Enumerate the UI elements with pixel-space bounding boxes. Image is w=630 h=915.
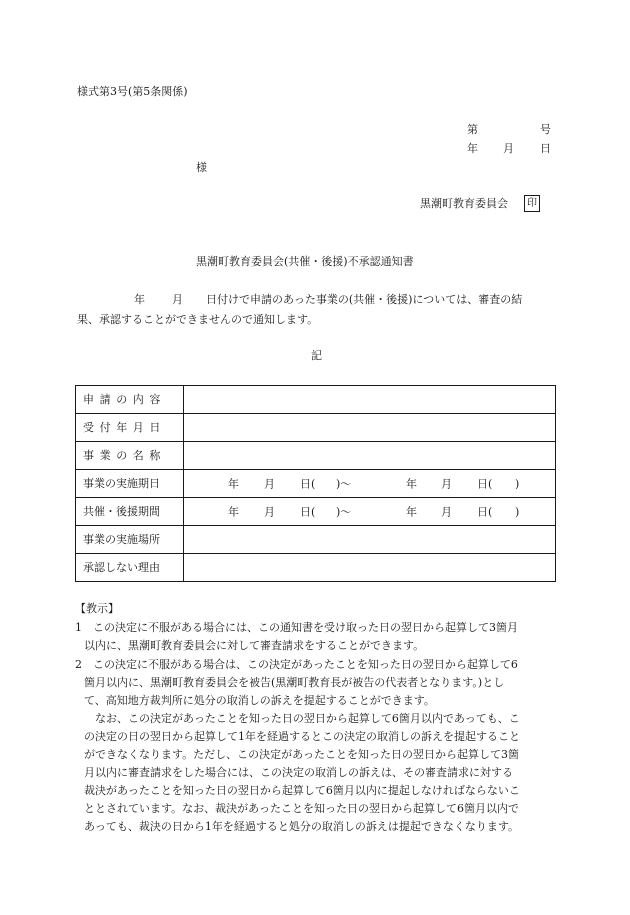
table-row-event-name: [76, 442, 556, 470]
issuer-name: 黒潮町教育委員会: [420, 197, 508, 210]
instruction-line: 以内に、黒潮町教育委員会に対して審査請求をすることができます。: [84, 639, 425, 652]
instruction-line: あっても、裁決の日から1年を経過すると処分の取消しの訴えは提起できなくなります。: [84, 820, 520, 833]
instruction-line: 箇月以内に、黒潮町教育委員会を被告(黒潮町教育長が被告の代表者となります。)とし: [84, 676, 505, 689]
instruction-line: ができなくなります。ただし、この決定があったことを知った日の翌日から起算して3箇: [84, 748, 520, 761]
instruction-line: て、高知地方裁判所に処分の取消しの訴えを提起することができます。: [84, 694, 435, 707]
table-row-support-period: [76, 498, 556, 526]
ki-heading: 記: [311, 349, 322, 362]
end-day: 日(: [477, 505, 493, 518]
date-day-label: 日: [540, 142, 551, 155]
end-year: 年: [406, 477, 417, 490]
row-label: 共催・後援期間: [76, 498, 184, 526]
start-year: 年: [228, 505, 239, 518]
form-number: 様式第3号(第5条関係): [77, 85, 188, 98]
event-name-field[interactable]: [184, 442, 556, 470]
event-dates-field[interactable]: [184, 470, 556, 498]
row-label: 事業の実施場所: [76, 526, 184, 554]
document-title: 黒潮町教育委員会(共催・後援)不承認通知書: [196, 255, 414, 268]
end-month: 月: [441, 477, 452, 490]
start-day: 日(: [300, 477, 316, 490]
document-number-prefix: 第: [467, 123, 478, 136]
end-close: ): [515, 477, 520, 490]
body-text-line-2: 果、承認することができませんので通知します。: [77, 313, 319, 326]
row-label: 承認しない理由: [76, 554, 184, 582]
received-date-field[interactable]: [184, 414, 556, 442]
end-month: 月: [441, 505, 452, 518]
rejection-reason-field[interactable]: [184, 554, 556, 582]
end-close: ): [515, 505, 520, 518]
support-period-field[interactable]: [184, 498, 556, 526]
row-label: 事業の名称: [76, 442, 184, 470]
start-day: 日(: [300, 505, 316, 518]
start-tilde: )～: [336, 505, 352, 518]
application-content-field[interactable]: [184, 386, 556, 414]
details-table: [75, 385, 556, 582]
table-row-event-venue: [76, 526, 556, 554]
row-label: 申請の内容: [76, 386, 184, 414]
instruction-line: ととされています。なお、裁決があったことを知った日の翌日から起算して6箇月以内で: [84, 802, 520, 815]
end-day: 日(: [477, 477, 493, 490]
start-year: 年: [228, 477, 239, 490]
instruction-line: 月以内に審査請求をした場合には、この決定の取消しの訴えは、その審査請求に対する: [84, 766, 513, 779]
body-month-label: 月: [172, 293, 183, 306]
row-label: 事業の実施期日: [76, 470, 184, 498]
start-month: 月: [264, 477, 275, 490]
event-venue-field[interactable]: [184, 526, 556, 554]
instruction-line: 1 この決定に不服がある場合には、この通知書を受け取った日の翌日から起算して3箇月: [75, 621, 518, 634]
instruction-line: 2 この決定に不服がある場合は、この決定があったことを知った日の翌日から起算して6: [75, 658, 518, 671]
table-row-event-dates: [76, 470, 556, 498]
recipient-honorific: 様: [196, 161, 207, 174]
table-row-received-date: [76, 414, 556, 442]
start-month: 月: [264, 505, 275, 518]
instruction-line: の決定の日の翌日から起算して1年を経過するとこの決定の取消しの訴えを提起すること: [84, 730, 520, 743]
date-year-label: 年: [467, 142, 478, 155]
body-year-label: 年: [134, 293, 145, 306]
instructions-heading: 【教示】: [75, 602, 119, 615]
instruction-line: 裁決があったことを知った日の翌日から起算して6箇月以内に提起しなければならないこ: [84, 784, 520, 797]
start-tilde: )～: [336, 477, 352, 490]
date-month-label: 月: [503, 142, 514, 155]
table-row-application-content: [76, 386, 556, 414]
end-year: 年: [406, 505, 417, 518]
seal-stamp-box: 印: [524, 195, 540, 212]
table-row-rejection-reason: [76, 554, 556, 582]
instruction-line: なお、この決定があったことを知った日の翌日から起算して6箇月以内であっても、こ: [84, 712, 520, 725]
row-label: 受付年月日: [76, 414, 184, 442]
body-text-line-1: 日付けで申請のあった事業の(共催・後援)については、審査の結: [206, 293, 523, 306]
document-number-suffix: 号: [540, 123, 551, 136]
